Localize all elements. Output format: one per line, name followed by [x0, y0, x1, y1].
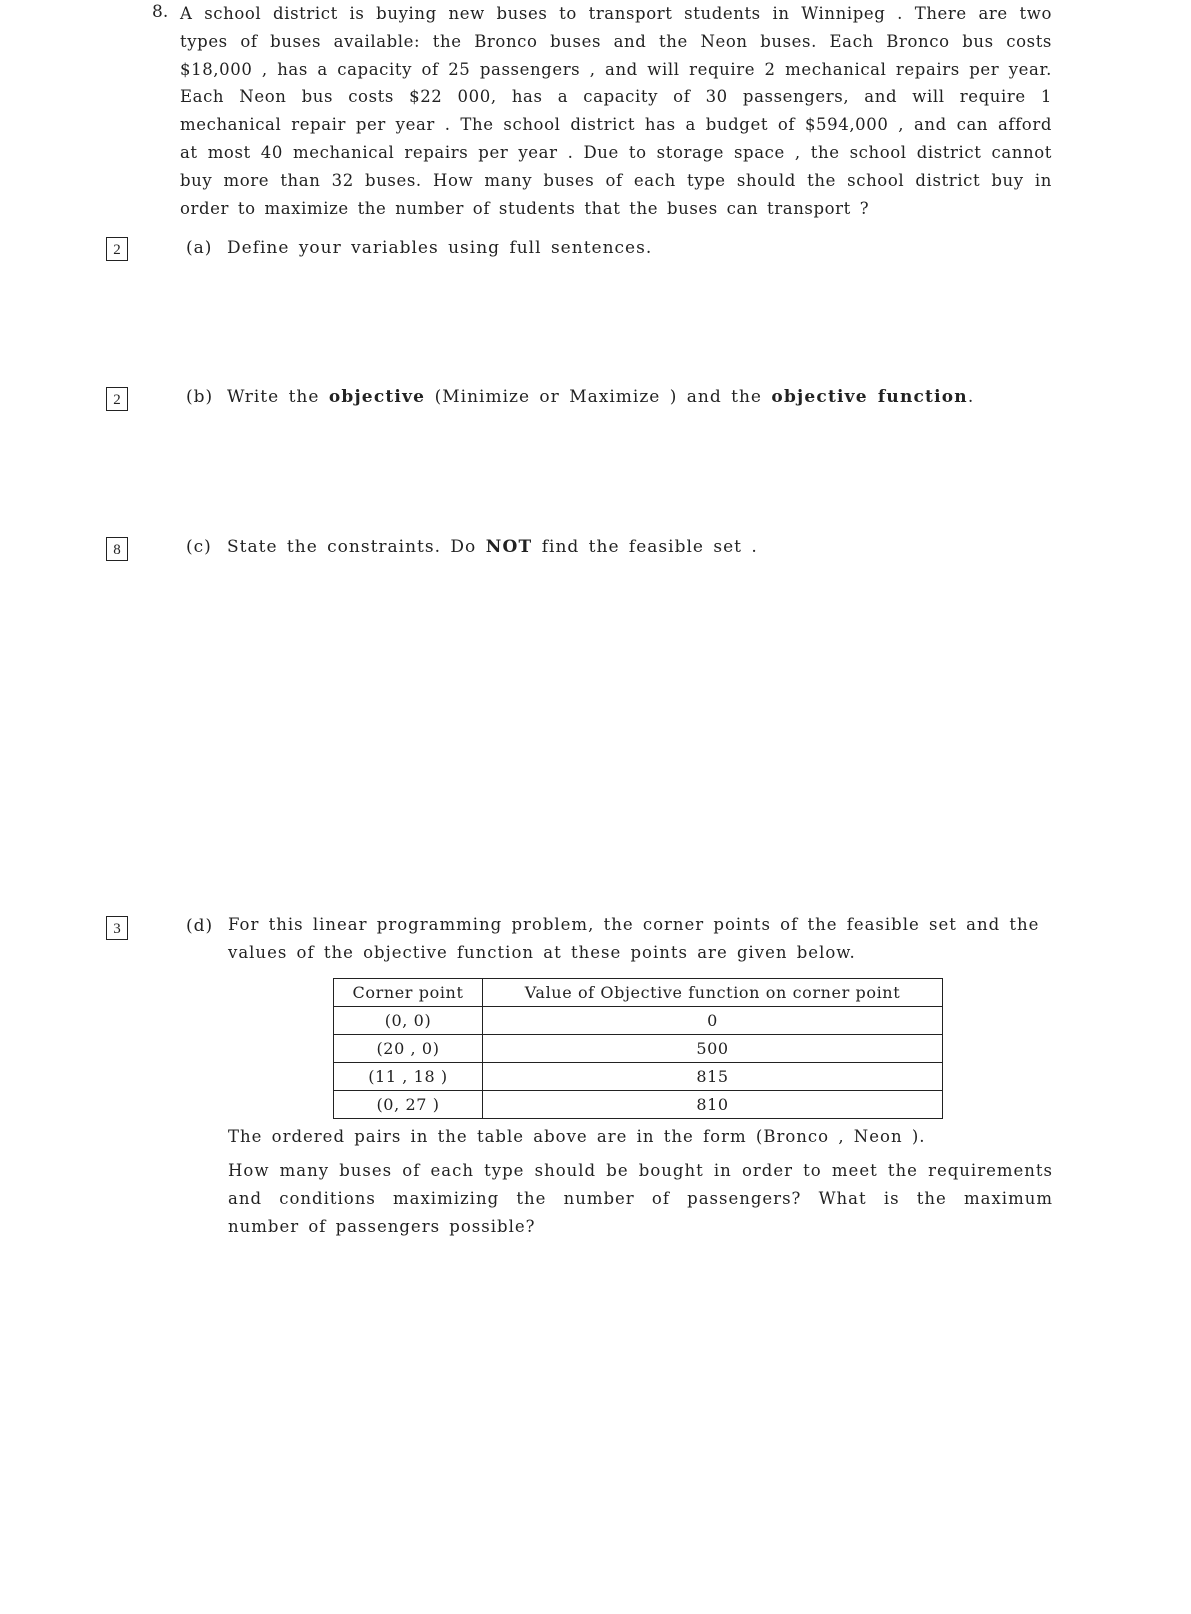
problem-stem: A school district is buying new buses to transport students in Winnipeg . There are two types of buses available: the Bronco buses and the Neon buses. Each Bronco bus costs $18,000 , has a capacity of 25 passengers , and will require 2 mechanical repairs per year. Each Neon bus costs $22 000, has a capacity of 30 passengers, and will require 1 mechanical repair per year . The school district has a budget of $594,000 , and can afford at most 40 mechanical repairs per year . Due to storage space , the school district cannot buy more than 32 buses. How many buses of each type should the school district buy in order to maximize the number of students that the buses can transport ? [180, 4, 1052, 218]
part-d-question: How many buses of each type should be bought in order to meet the requirements and conditions maximizing the number of passengers? What is the maximum number of passengers possible? [228, 1161, 1053, 1236]
header-objective-value: Value of Objective function on corner point [483, 979, 943, 1007]
part-d-form-note: The ordered pairs in the table above are in the form (Bronco , Neon ). [228, 1127, 926, 1146]
part-b-text-1: Write the [227, 387, 320, 407]
part-a [186, 238, 652, 258]
table-row [334, 1035, 943, 1063]
part-b-bold-objective-function: objective function [771, 387, 968, 407]
part-a-text: Define your variables using full sentences. [227, 238, 653, 258]
part-b-bold-objective: objective [328, 387, 426, 407]
table-row [334, 1007, 943, 1035]
part-b-text-3: . [967, 387, 975, 407]
part-c-text-2: find the feasible set . [541, 537, 758, 557]
corner-point-cell: (0, 27 ) [334, 1091, 483, 1119]
corner-point-cell: (20 , 0) [334, 1035, 483, 1063]
part-a-label: (a) [186, 238, 213, 258]
header-corner-point: Corner point [334, 979, 483, 1007]
part-c [186, 537, 758, 557]
part-c-bold-not: NOT [485, 537, 533, 557]
marks-box-c: 8 [106, 537, 128, 561]
part-d-label: (d) [186, 916, 214, 936]
marks-box-b: 2 [106, 387, 128, 411]
part-d-label-wrap [186, 916, 227, 936]
question-number: 8. [152, 2, 169, 22]
corner-point-cell: (11 , 18 ) [334, 1063, 483, 1091]
objective-value-cell: 500 [483, 1035, 943, 1063]
objective-value-cell: 810 [483, 1091, 943, 1119]
part-d-after-table [228, 1123, 1053, 1241]
part-c-text-1: State the constraints. Do [227, 537, 477, 557]
marks-box-d: 3 [106, 916, 128, 940]
corner-point-cell: (0, 0) [334, 1007, 483, 1035]
table-row [334, 1091, 943, 1119]
corner-points-table [333, 978, 943, 1119]
objective-value-cell: 815 [483, 1063, 943, 1091]
marks-box-a: 2 [106, 237, 128, 261]
part-b-text-2: (Minimize or Maximize ) and the [434, 387, 762, 407]
part-b-label: (b) [186, 387, 214, 407]
part-c-label: (c) [186, 537, 212, 557]
part-d-intro: For this linear programming problem, the corner points of the feasible set and the values of the objective function at these points are given below. [228, 915, 1040, 962]
objective-value-cell: 0 [483, 1007, 943, 1035]
table-header-row [334, 979, 943, 1007]
part-b [186, 387, 974, 407]
table-row [334, 1063, 943, 1091]
